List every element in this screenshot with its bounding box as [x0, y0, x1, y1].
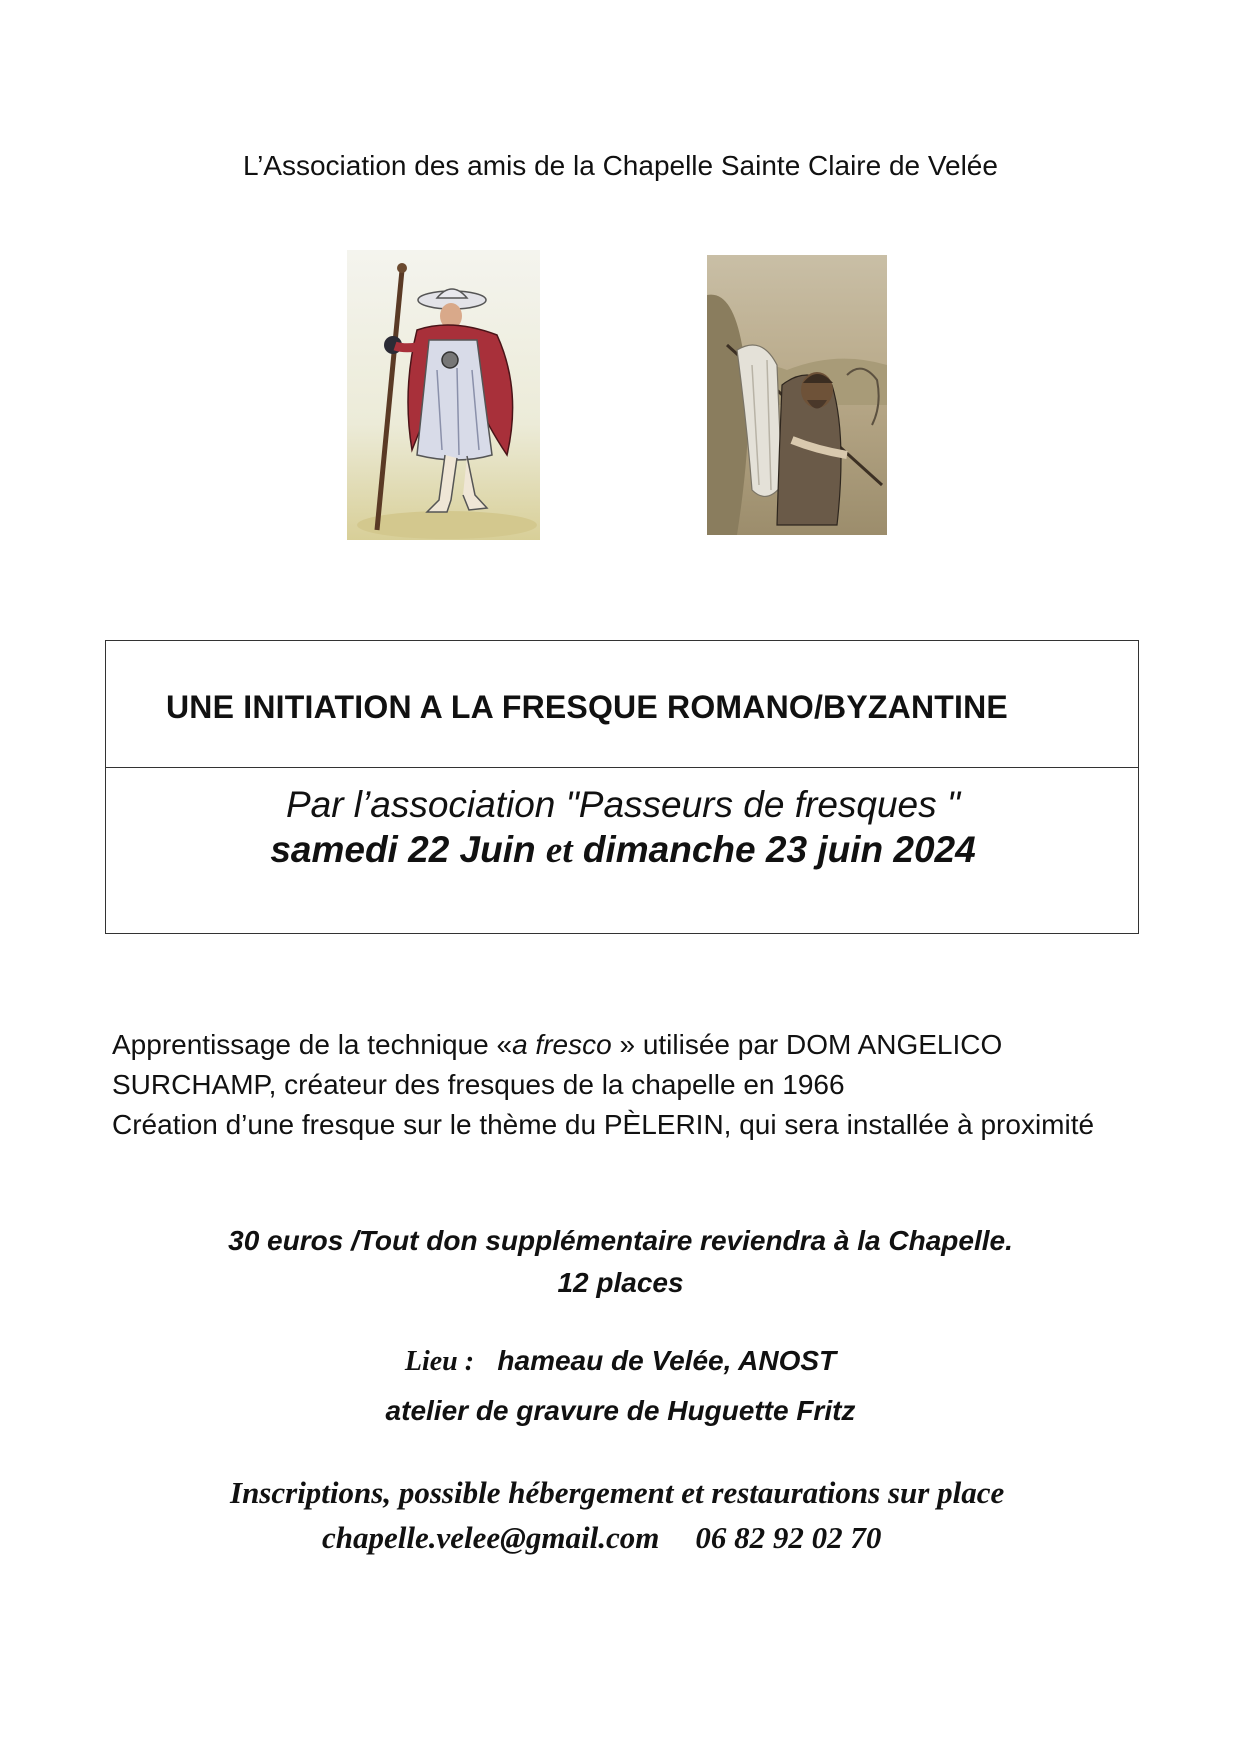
- organizer-line: Par l’association "Passeurs de fresques ": [285, 784, 961, 825]
- description-technique: [112, 1025, 1132, 1105]
- organization-title: L’Association des amis de la Chapelle Sainte Claire de Velée: [243, 150, 998, 181]
- inscriptions-line: Inscriptions, possible hébergement et restaurations sur place: [230, 1475, 1005, 1510]
- phone-number: 06 82 92 02 70: [695, 1520, 882, 1555]
- event-dates: [106, 829, 1140, 872]
- description-technique-italic: a fresco: [512, 1029, 612, 1060]
- contact-line: [322, 1520, 881, 1556]
- description-technique-b: » utilisée par DOM ANGELICO SURCHAMP, créateur des fresques de la chapelle en 1966: [112, 1029, 1003, 1100]
- workshop-line: atelier de gravure de Huguette Fritz: [385, 1395, 856, 1426]
- pilgrim-figure-illustration: [347, 250, 540, 540]
- dates-part2: dimanche 23 juin 2024: [572, 829, 976, 870]
- location-place: hameau de Velée, ANOST: [474, 1345, 837, 1376]
- event-box: [105, 640, 1139, 934]
- description-technique-a: Apprentissage de la technique «: [112, 1029, 513, 1060]
- pilgrim-painting: [707, 255, 887, 535]
- email-link[interactable]: chapelle.velee@gmail.com: [322, 1520, 660, 1555]
- places-line: 12 places: [557, 1267, 684, 1298]
- box-divider: [106, 767, 1138, 768]
- dates-part1: samedi 22 Juin: [270, 829, 546, 870]
- event-heading: UNE INITIATION A LA FRESQUE ROMANO/BYZANTINE: [166, 689, 1008, 725]
- dates-connector: et: [545, 830, 573, 871]
- description-creation: Création d’une fresque sur le thème du PÈLERIN, qui sera installée à proximité: [112, 1109, 1095, 1140]
- location-line: [0, 1345, 1241, 1378]
- description: [112, 1025, 1132, 1145]
- price-line: 30 euros /Tout don supplémentaire reviendra à la Chapelle.: [228, 1225, 1013, 1256]
- location-label: Lieu :: [404, 1346, 475, 1377]
